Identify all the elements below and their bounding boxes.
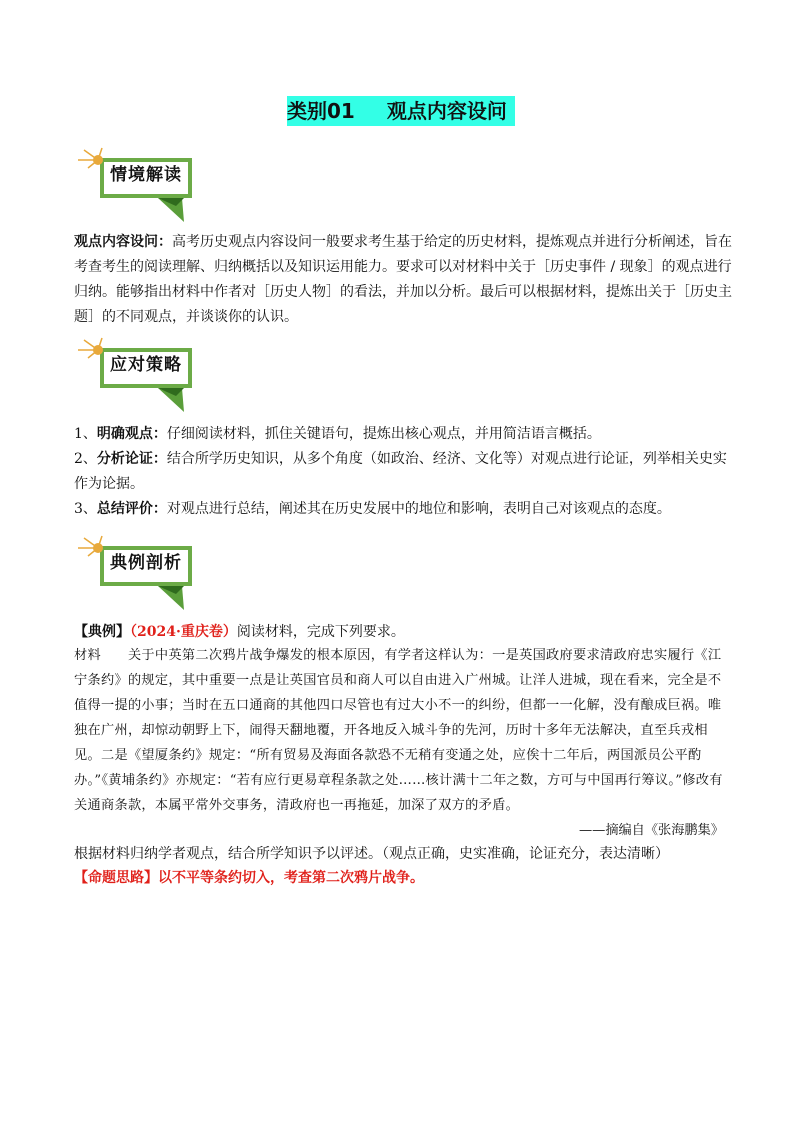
example-tag: 【典例】 [74, 624, 130, 640]
section-badge-example [72, 534, 232, 614]
title-number: 类别01 [287, 99, 355, 123]
example-instruction: 阅读材料，完成下列要求。 [236, 624, 405, 640]
strategy-text: 仔细阅读材料，抓住关键语句，提炼出核心观点，并用简洁语言概括。 [166, 426, 601, 442]
title-text: 观点内容设问 [386, 99, 507, 123]
intro-label: 观点内容设问： [74, 234, 172, 250]
strategy-text: 结合所学历史知识，从多个角度（如政治、经济、文化等）对观点进行论证，列举相关史实作为论据。 [74, 451, 727, 492]
material-citation: ——摘编自《张海鹏集》 [578, 823, 724, 838]
strategy-number: 3、 [74, 501, 97, 517]
example-material: 材料 关于中英第二次鸦片战争爆发的根本原因，有学者这样认为：一是英国政府要求清政府忠实履行《江宁条约》的规定，其中重要一点是让英国官员和商人可以自由进入广州城。让洋人进城，现在看来，完全是不值得一提的小事；当时在五口通商的其他四口尽管也有过大小不一的纠纷，但都一一化解，没有酿成巨祸。唯独在广州，却惊动朝野上下，闹得天翻地覆，开各地反入城斗争的先河，历时十多年无法解决，直至兵戎相见。二是《望厦条约》规定：“所有贸易及海面各款恐不无稍有变通之处，应俟十二年后，两国派员公平酌办。”《黄埔条约》亦规定：“若有应行更易章程条款之处……核计满十二年之数，方可与中国再行筹议。”修改有关通商条款，本属平常外交事务，清政府也一再拖延，加深了双方的矛盾。 [74, 648, 723, 813]
example-source: （2024·重庆卷） [130, 624, 237, 640]
strategy-item-2 [74, 447, 734, 497]
section-badge-situation [72, 146, 232, 226]
example-question: 根据材料归纳学者观点，结合所学知识予以评述。（观点正确，史实准确，论证充分，表达清晰） [74, 846, 669, 862]
example-header [74, 620, 405, 645]
strategy-number: 1、 [74, 426, 97, 442]
strategy-label: 分析论证： [96, 451, 167, 467]
strategy-label: 明确观点： [96, 426, 167, 442]
intro-text: 高考历史观点内容设问一般要求考生基于给定的历史材料，提炼观点并进行分析阐述，旨在考查考生的阅读理解、归纳概括以及知识运用能力。要求可以对材料中关于［历史事件 / 现象］的观点进行归纳。能够指出材料中作者对［历史人物］的看法，并加以分析。最后可以根据材料，提炼出关于［历史主题］的不同观点，并谈谈你的认识。 [74, 234, 732, 325]
strategy-text: 对观点进行总结，阐述其在历史发展中的地位和影响，表明自己对该观点的态度。 [166, 501, 671, 517]
intro-paragraph [74, 230, 734, 330]
section-title: 情境解读 [110, 165, 182, 185]
question-idea: 【命题思路】以不平等条约切入，考查第二次鸦片战争。 [74, 870, 424, 886]
section-title: 应对策略 [110, 355, 182, 375]
strategy-item-3 [74, 497, 734, 522]
strategy-item-1 [74, 422, 734, 447]
strategy-number: 2、 [74, 451, 97, 467]
section-badge-strategy [72, 336, 232, 416]
page-title [287, 96, 515, 126]
section-title: 典例剖析 [110, 553, 182, 573]
strategy-label: 总结评价： [96, 501, 167, 517]
